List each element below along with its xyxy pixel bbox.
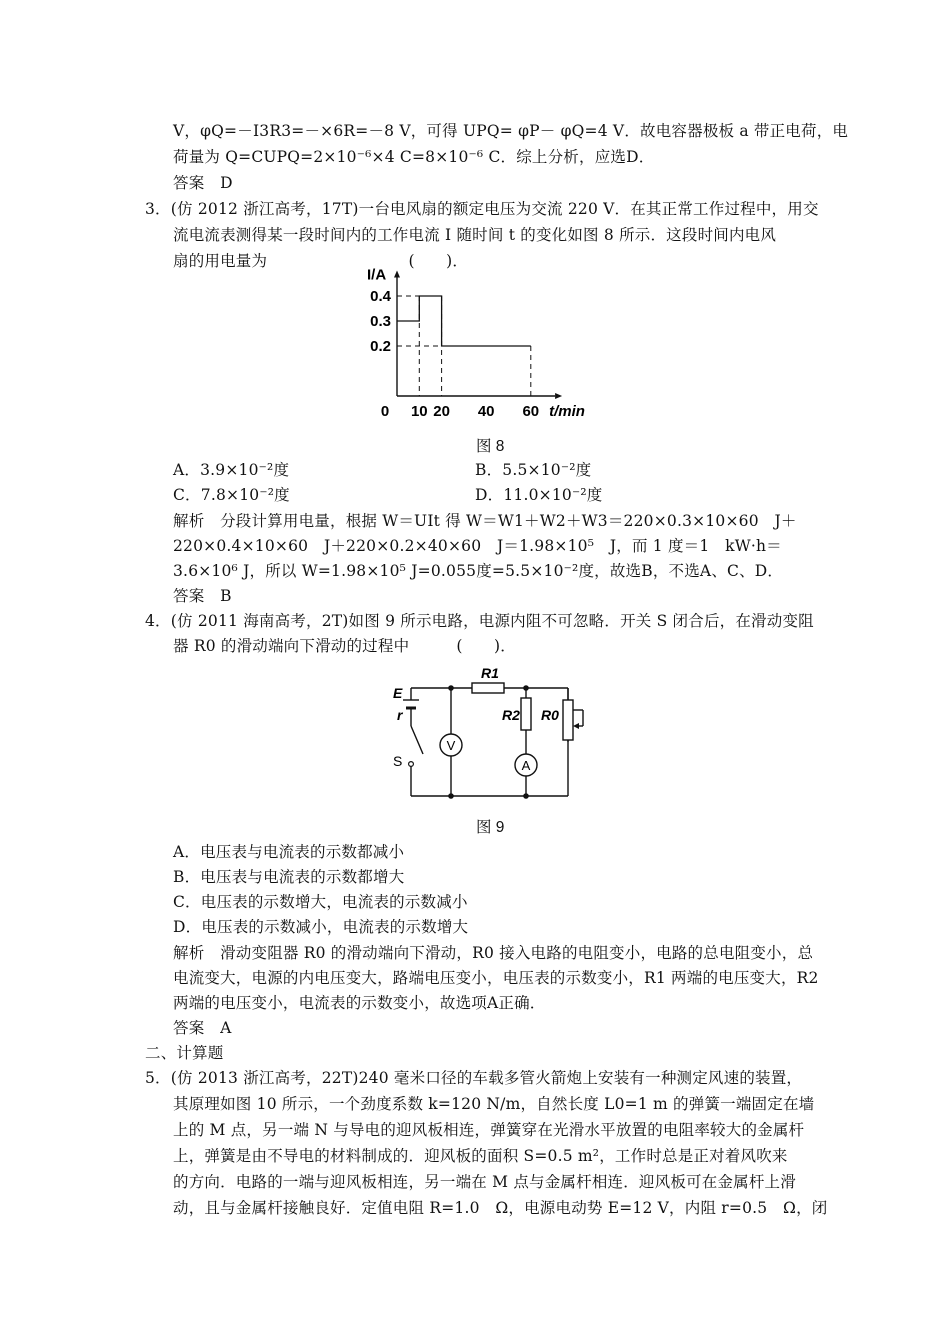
series-line-current xyxy=(397,296,531,346)
voltmeter-label: V xyxy=(446,738,456,753)
question-5-line: 上的 M 点，另一端 N 与导电的迎风板相连，弹簧穿在光滑水平放置的电阻率较大的金属杆 xyxy=(173,1121,805,1139)
analysis-line: 两端的电压变小，电流表的示数变小，故选项A正确． xyxy=(173,994,546,1012)
question-3-line: 扇的用电量为 ( )． xyxy=(173,252,469,270)
r1-label: R1 xyxy=(481,665,499,681)
switch-blade xyxy=(411,726,423,754)
current-time-chart xyxy=(355,266,625,428)
analysis-line: 解析 分段计算用电量，根据 W＝UIt 得 W＝W1＋W2＋W3＝220×0.3×10×60 J＋ xyxy=(173,512,797,530)
text-line: V，φQ=－I3R3=－×6R=－8 V，可得 UPQ= φP－ φQ=4 V．故电容器极板 a 带正电荷，电 xyxy=(173,122,849,140)
junction-dot xyxy=(523,793,529,799)
x-tick-label: 10 xyxy=(410,403,428,420)
question-4-line: 器 R0 的滑动端向下滑动的过程中 ( )． xyxy=(173,637,516,655)
analysis-line: 电流变大，电源的内电压变大，路端电压变小，电压表的示数变小，R1 两端的电压变大，R2 xyxy=(173,969,819,987)
answer-line: 答案 B xyxy=(173,587,232,605)
resistor-r2 xyxy=(521,698,531,730)
question-3-line: 流电流表测得某一段时间内的工作电流 I 随时间 t 的变化如图 8 所示．这段时间内电风 xyxy=(173,226,777,244)
question-3-line: 3．(仿 2012 浙江高考，17T)一台电风扇的额定电压为交流 220 V．在其正常工作过程中，用交 xyxy=(145,200,819,218)
option-a: A．电压表与电流表的示数都减小 xyxy=(173,843,405,861)
analysis-line: 解析 滑动变阻器 R0 的滑动端向下滑动，R0 接入电路的电阻变小，电路的总电阻变小，总 xyxy=(173,944,814,962)
slider-arrowhead xyxy=(573,723,579,729)
figure-9-caption: 图 9 xyxy=(476,819,505,836)
r2-label: R2 xyxy=(502,707,520,723)
x-axis-arrow xyxy=(555,393,562,399)
rheostat-r0 xyxy=(563,700,573,740)
junction-dot xyxy=(523,685,529,691)
option-b: B．电压表与电流表的示数都增大 xyxy=(173,868,405,886)
option-d: D．电压表的示数减小，电流表的示数增大 xyxy=(173,918,469,936)
x-tick-label: 20 xyxy=(433,403,450,420)
answer-line: 答案 A xyxy=(173,1019,232,1037)
emf-label: E xyxy=(393,685,403,701)
x-tick-label: 0 xyxy=(380,403,390,420)
text-line: 荷量为 Q=CUPQ=2×10⁻⁶×4 C=8×10⁻⁶ C．综上分析，应选D． xyxy=(173,148,655,166)
internal-resistance-label: r xyxy=(397,707,403,723)
x-tick-label: 60 xyxy=(522,403,540,420)
y-tick-label: 0.3 xyxy=(370,313,391,330)
answer-line: 答案 D xyxy=(173,174,233,192)
r0-label: R0 xyxy=(541,707,559,723)
option-c: C．电压表的示数增大，电流表的示数减小 xyxy=(173,893,468,911)
x-tick-label: 40 xyxy=(477,403,495,420)
switch-terminal xyxy=(409,762,414,767)
question-5-line: 其原理如图 10 所示，一个劲度系数 k=120 N/m，自然长度 L0=1 m 的弹簧一端固定在墙 xyxy=(173,1095,815,1113)
y-axis-label: I/A xyxy=(367,266,387,284)
junction-dot xyxy=(448,685,454,691)
option-b: B．5.5×10⁻²度 xyxy=(475,461,592,479)
x-axis-label: t/min xyxy=(549,403,585,420)
option-a: A．3.9×10⁻²度 xyxy=(173,461,290,479)
question-5-line: 动，且与金属杆接触良好．定值电阻 R=1.0 Ω，电源电动势 E=12 V，内阻 r=0.5 Ω，闭 xyxy=(173,1199,828,1217)
question-4-line: 4．(仿 2011 海南高考，2T)如图 9 所示电路，电源内阻不可忽略．开关 S 闭合后，在滑动变阻 xyxy=(145,612,814,630)
analysis-line: 3.6×10⁶ J，所以 W=1.98×10⁵ J=0.055度=5.5×10⁻²度，故选B，不选A、C、D． xyxy=(173,562,784,580)
circuit-diagram xyxy=(385,662,605,807)
switch-label: S xyxy=(393,753,403,769)
y-tick-label: 0.2 xyxy=(370,338,391,355)
question-5-line: 的方向．电路的一端与迎风板相连，另一端在 M 点与金属杆相连．迎风板可在金属杆上滑 xyxy=(173,1173,796,1191)
y-tick-label: 0.4 xyxy=(370,288,391,305)
section-heading: 二、计算题 xyxy=(145,1044,224,1062)
question-5-line: 上，弹簧是由不导电的材料制成的．迎风板的面积 S=0.5 m²，工作时总是正对着风吹来 xyxy=(173,1147,788,1165)
option-d: D．11.0×10⁻²度 xyxy=(475,486,603,504)
ammeter-label: A xyxy=(521,758,531,773)
question-5-line: 5．(仿 2013 浙江高考，22T)240 毫米口径的车载多管火箭炮上安装有一种测定风速的装置， xyxy=(145,1069,803,1087)
option-c: C．7.8×10⁻²度 xyxy=(173,486,290,504)
junction-dot xyxy=(448,793,454,799)
analysis-line: 220×0.4×10×60 J＋220×0.2×40×60 J＝1.98×10⁵ J，而 1 度＝1 kW·h＝ xyxy=(173,537,782,555)
figure-8-caption: 图 8 xyxy=(476,438,505,455)
resistor-r1 xyxy=(472,683,504,693)
